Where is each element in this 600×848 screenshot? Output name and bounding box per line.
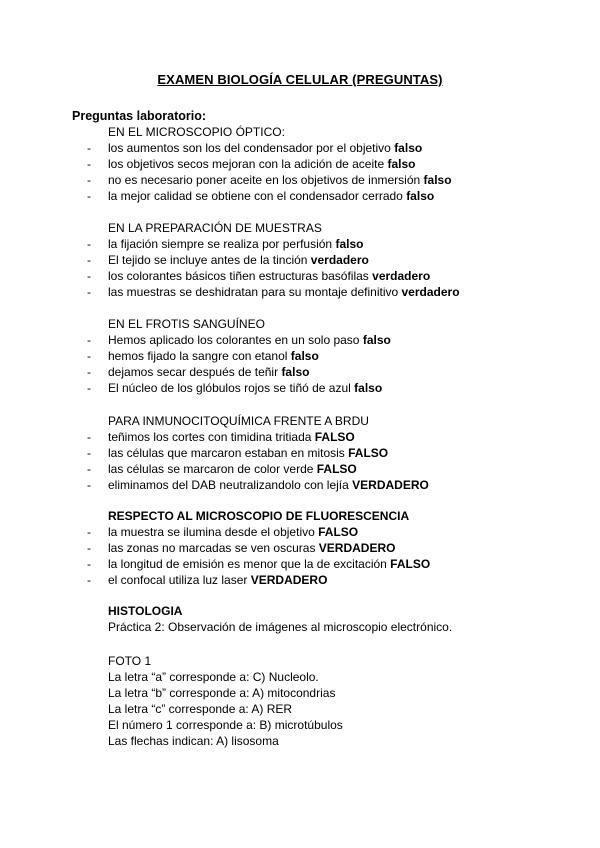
answer: falso — [362, 333, 391, 347]
question-text: los objetivos secos mejoran con la adición de aceite — [108, 157, 388, 171]
answer: VERDADERO — [250, 573, 328, 587]
answer: falso — [281, 365, 310, 379]
question-text: los aumentos son los del condensador por el objetivo — [108, 141, 395, 155]
question-list — [87, 236, 460, 300]
question-item — [87, 429, 429, 445]
dash-bullet: - — [87, 237, 91, 251]
photo-answer-line: La letra “c” corresponde a: A) RER — [108, 702, 293, 716]
answer: FALSO — [390, 557, 431, 571]
answer: falso — [387, 157, 416, 171]
document-title: EXAMEN BIOLOGÍA CELULAR (PREGUNTAS) — [157, 72, 443, 87]
section-heading: EN EL MICROSCOPIO ÓPTICO: — [108, 125, 285, 139]
question-text: El núcleo de los glóbulos rojos se tiñó de azul — [108, 381, 355, 395]
question-list — [87, 140, 452, 204]
answer: FALSO — [314, 430, 355, 444]
question-list — [87, 332, 391, 396]
dash-bullet: - — [87, 141, 91, 155]
dash-bullet: - — [87, 462, 91, 476]
dash-bullet: - — [87, 541, 91, 555]
question-text: Hemos aplicado los colorantes en un solo paso — [108, 333, 363, 347]
question-item — [87, 348, 391, 364]
question-text: la fijación siempre se realiza por perfusión — [108, 237, 336, 251]
question-text: las muestras se deshidratan para su montaje definitivo — [108, 285, 402, 299]
dash-bullet: - — [87, 557, 91, 571]
question-text: el confocal utiliza luz laser — [108, 573, 251, 587]
question-item — [87, 364, 391, 380]
dash-bullet: - — [87, 478, 91, 492]
histology-block — [108, 603, 452, 635]
question-item — [87, 556, 430, 572]
answer: falso — [394, 141, 423, 155]
answer: falso — [354, 381, 383, 395]
question-item — [87, 477, 429, 493]
dash-bullet: - — [87, 157, 91, 171]
question-item — [87, 156, 452, 172]
question-item — [87, 140, 452, 156]
histology-heading: HISTOLOGIA — [108, 604, 183, 618]
photo-block — [108, 653, 343, 749]
question-text: los colorantes básicos tiñen estructuras basófilas — [108, 269, 373, 283]
answer: VERDADERO — [352, 478, 429, 492]
question-text: la longitud de emisión es menor que la de excitación — [108, 557, 391, 571]
question-item — [87, 268, 460, 284]
question-text: eliminamos del DAB neutralizandolo con lejía — [108, 478, 353, 492]
answer: VERDADERO — [318, 541, 396, 555]
section-immunocytochemistry — [87, 413, 429, 493]
section-blood-smear — [87, 316, 391, 396]
question-text: la mejor calidad se obtiene con el condensador cerrado — [108, 189, 407, 203]
question-list — [87, 429, 429, 493]
dash-bullet: - — [87, 269, 91, 283]
question-item — [87, 172, 452, 188]
question-item — [87, 572, 430, 588]
question-item — [87, 524, 430, 540]
section-heading: PARA INMUNOCITOQUÍMICA FRENTE A BRDU — [108, 414, 369, 428]
answer: falso — [290, 349, 319, 363]
question-text: la muestra se ilumina desde el objetivo — [108, 525, 319, 539]
answer: verdadero — [372, 269, 431, 283]
question-text: El tejido se incluye antes de la tinción — [108, 253, 311, 267]
photo-heading: FOTO 1 — [108, 654, 152, 668]
photo-answer-line: La letra “b” corresponde a: A) mitocondrias — [108, 686, 336, 700]
photo-answer-line: La letra “a” corresponde a: C) Nucleolo. — [108, 670, 319, 684]
question-item — [87, 284, 460, 300]
question-item — [87, 332, 391, 348]
dash-bullet: - — [87, 333, 91, 347]
dash-bullet: - — [87, 285, 91, 299]
section-heading: EN LA PREPARACIÓN DE MUESTRAS — [108, 221, 322, 235]
answer: falso — [335, 237, 364, 251]
question-text: no es necesario poner aceite en los objetivos de inmersión — [108, 173, 424, 187]
section-optical-microscope — [87, 124, 452, 204]
dash-bullet: - — [87, 430, 91, 444]
question-list — [87, 524, 430, 588]
section-heading: RESPECTO AL MICROSCOPIO DE FLUORESCENCIA — [108, 509, 410, 523]
question-item — [87, 188, 452, 204]
section-heading: EN EL FROTIS SANGUÍNEO — [108, 317, 265, 331]
question-text: las zonas no marcadas se ven oscuras — [108, 541, 319, 555]
dash-bullet: - — [87, 173, 91, 187]
question-text: hemos fijado la sangre con etanol — [108, 349, 291, 363]
question-text: las células que marcaron estaban en mitosis — [108, 446, 349, 460]
answer: verdadero — [401, 285, 460, 299]
question-text: teñimos los cortes con timidina tritiada — [108, 430, 315, 444]
question-text: las células se marcaron de color verde — [108, 462, 317, 476]
histology-subtitle: Práctica 2: Observación de imágenes al microscopio electrónico. — [108, 620, 453, 634]
question-item — [87, 236, 460, 252]
section-sample-preparation — [87, 220, 460, 300]
answer: falso — [406, 189, 435, 203]
section-fluorescence-microscope — [87, 508, 430, 588]
photo-answer-line: El número 1 corresponde a: B) microtúbulos — [108, 718, 343, 732]
dash-bullet: - — [87, 381, 91, 395]
answer: FALSO — [348, 446, 389, 460]
question-item — [87, 445, 429, 461]
question-item — [87, 540, 430, 556]
lab-questions-heading: Preguntas laboratorio: — [72, 109, 207, 123]
dash-bullet: - — [87, 573, 91, 587]
dash-bullet: - — [87, 349, 91, 363]
dash-bullet: - — [87, 253, 91, 267]
photo-answer-line: Las flechas indican: A) lisosoma — [108, 734, 279, 748]
dash-bullet: - — [87, 446, 91, 460]
dash-bullet: - — [87, 525, 91, 539]
answer: verdadero — [310, 253, 369, 267]
question-item — [87, 252, 460, 268]
dash-bullet: - — [87, 365, 91, 379]
question-item — [87, 461, 429, 477]
question-item — [87, 380, 391, 396]
dash-bullet: - — [87, 189, 91, 203]
answer: FALSO — [316, 462, 357, 476]
answer: FALSO — [318, 525, 359, 539]
question-text: dejamos secar después de teñir — [108, 365, 282, 379]
answer: falso — [423, 173, 452, 187]
